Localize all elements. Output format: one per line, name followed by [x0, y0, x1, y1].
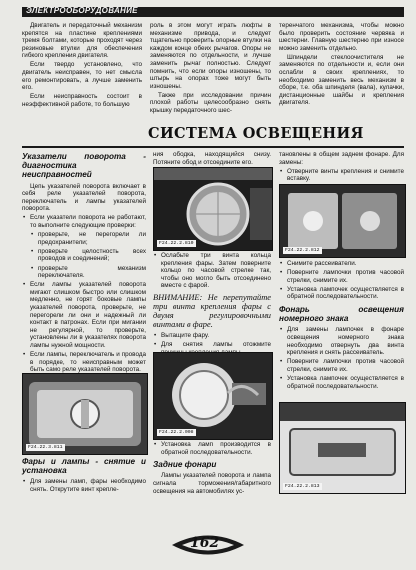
- paragraph: Двигатель и передаточный механизм крепятся на пластине креплениями тремя болтами, которые проходят через резиновые втулки для обеспечения гибкого крепления двигателя.: [22, 22, 142, 60]
- subsection-heading: Фары и лампы - снятие и установка: [22, 457, 146, 476]
- bullet-item: • Ослабьте три винта кольца крепления фары. Затем поверните кольцо по часовой стрелке так, чтобы оно могло быть отсоединено вместе с фарой.: [153, 252, 271, 290]
- section-title: СИСТЕМА ОСВЕЩЕНИЯ: [148, 125, 364, 142]
- bullet-item: • Если лампы, переключатель и провода в порядке, то неисправным может быть само реле указателей поворота.: [22, 351, 146, 374]
- tail-light-photo: [279, 184, 406, 258]
- section-header: ЭЛЕКТРООБОРУДОВАНИЕ: [26, 6, 138, 15]
- bullet-item: • Установка лампочек осуществляется в обратной последовательности.: [279, 375, 404, 390]
- bullet-item: • Если лампы указателей поворота мигают слишком быстро или слишком медленно, не горят боковые лампы указателей поворота, проверьте, не перегорели ли они и надежный ли контакт в патронах. Если при мигании не регулярной, то проверьте, установлены ли в указателях поворота лампы нужной мощности.: [22, 281, 146, 349]
- paragraph: Также при исследовании причин плохой работы целесообразно снять крышку передаточного шес-: [150, 91, 271, 115]
- photo-caption-code: F24.22.2.812: [285, 248, 320, 253]
- bullet-item: • Если указатели поворота не работают, то выполните следующие проверки:: [22, 214, 146, 229]
- top-column-1: [22, 22, 142, 110]
- right-column-top: [279, 151, 404, 184]
- photo-caption-code: F24.22.2.810: [159, 241, 194, 246]
- bullet-item: • Снимите рассеиватели.: [279, 260, 404, 268]
- photo-caption-code: F24.22.3.811: [28, 445, 63, 450]
- bullet-item: • Установка ламп производится в обратной последовательности.: [153, 441, 271, 456]
- divider: [22, 146, 404, 148]
- bullet-item: • Установка лампочек осуществляется в обратной последовательности.: [279, 286, 404, 301]
- left-column: [22, 151, 146, 407]
- top-column-3: [279, 22, 404, 109]
- paragraph: Если неисправность состоит в неэффективной работе, то большую: [22, 93, 142, 108]
- left-column-bottom: [22, 456, 146, 495]
- sub-bullet-item: • проверьте механизм переключателя.: [22, 265, 146, 280]
- warning-note: ВНИМАНИЕ: Не перепутайте три винта крепления фары с двумя регулировочными винтами в фаре.: [153, 292, 271, 329]
- subsection-heading: Задние фонари: [153, 460, 217, 470]
- headlight-bulb-photo: [153, 352, 273, 440]
- paragraph: роль в этом могут играть люфты в механизме привода, и следует тщательно проверить опорные втулки на каждом конце обеих рычагов. Опоры не заменяются по отдельности, и лучше заменить рычаг полностью. Следует помнить, что если опоры изношены, то штырь на опорах тоже могут быть изношены.: [150, 22, 271, 90]
- photo-caption-code: F24.22.2.008: [159, 430, 194, 435]
- bullet-item: • Для снятия лампы отожмите: [153, 341, 271, 356]
- bullet-item: • Вытащите фару.: [153, 332, 271, 340]
- bullet-item: • Поверните лампочки против часовой стрелки, снимите их.: [279, 269, 404, 284]
- subsection-heading: Фонарь освещения номерного знака: [279, 304, 404, 324]
- license-plate-light-photo: [279, 402, 406, 494]
- paragraph: тановлены в общем заднем фонаре. Для замены:: [279, 151, 404, 166]
- page-number: 162: [190, 535, 220, 551]
- subsection-heading: Указатели поворота - диагностика неисправностей: [22, 152, 146, 180]
- middle-column-top: [153, 151, 271, 168]
- headlight-photo: [153, 167, 273, 251]
- paragraph: Шпиндели стеклоочистителя не заменяются по отдельности и, если они ослабли в своих креплениях, то необходимо заменить весь механизм в сборе, т.е. оба шпинделя (вала), кулачки, дистанционные шайбы и крепления двигателя.: [279, 53, 404, 107]
- paragraph: Лампы указателей поворота и лампа сигнала торможения/габаритного освещения на автомобилях ус-: [153, 472, 271, 495]
- bullet-item: • Для замены лампочек в фонаре освещения номерного знака необходимо отвернуть два винта крепления и снять рассеиватель.: [279, 326, 404, 356]
- paragraph: ния ободка, находящийся снизу. Потяните обод и отсоедините его.: [153, 151, 271, 166]
- paragraph: Если твердо установлено, что двигатель неисправен, то нет смысла его ремонтировать, а лучше заменить его.: [22, 61, 142, 92]
- paragraph: теренчатого механизма, чтобы можно было проверить состояние червяка и шестерни. Главную шестерню при износе можно заменить отдельно.: [279, 22, 404, 52]
- sub-bullet-item: • проверьте, не перегорели ли предохранители;: [22, 231, 146, 246]
- paragraph: Цепь указателей поворота включает в себя реле указателей поворота, переключатель и лампы указателей поворота.: [22, 182, 146, 213]
- bullet-item: • Отверните винты крепления и снимите вставку.: [279, 168, 404, 183]
- bullet-item: • Для замены ламп, фары необходимо снять. Открутите винт крепле-: [22, 478, 146, 493]
- top-column-2: [150, 22, 271, 116]
- middle-column-bottom: [153, 441, 271, 497]
- turn-signal-photo: [22, 373, 148, 455]
- sub-bullet-item: • проверьте целостность всех проводов и соединений;: [22, 248, 146, 263]
- right-column-mid: [279, 260, 404, 392]
- middle-column-mid: [153, 252, 271, 367]
- bullet-item: • Поверните лампочки против часовой стрелки, снимите их.: [279, 358, 404, 373]
- photo-caption-code: F24.22.2.813: [285, 484, 320, 489]
